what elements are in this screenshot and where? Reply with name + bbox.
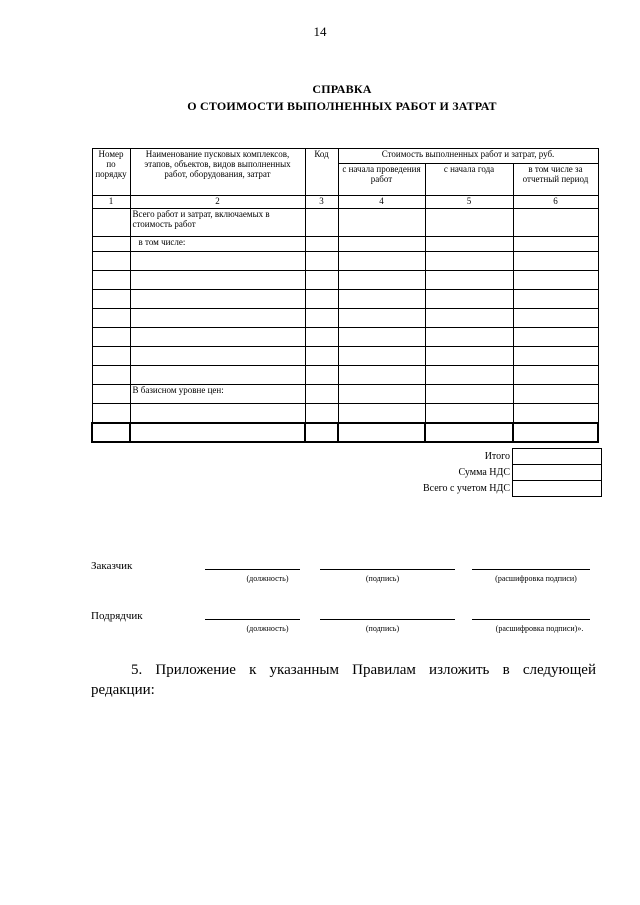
contractor-decoding-line xyxy=(472,619,590,620)
contractor-signature-caption: (подпись) xyxy=(365,624,400,633)
row-label-base-prices: В базисном уровне цен: xyxy=(130,385,305,404)
row-label-total: Всего работ и затрат, включаемых в стоимость работ xyxy=(130,209,305,237)
document-subtitle: О СТОИМОСТИ ВЫПОЛНЕННЫХ РАБОТ И ЗАТРАТ xyxy=(187,99,497,113)
cost-table xyxy=(91,148,599,443)
column-number: 3 xyxy=(305,196,338,209)
header-cost-start: с начала проведения работ xyxy=(338,164,425,196)
table-row xyxy=(92,309,598,328)
column-number: 1 xyxy=(92,196,130,209)
totals-vat-box xyxy=(513,465,602,481)
amendment-paragraph xyxy=(91,660,596,700)
customer-decoding-caption: (расшифровка подписи) xyxy=(495,574,577,583)
contractor-signature-line xyxy=(320,619,455,620)
column-number: 6 xyxy=(513,196,598,209)
header-name: Наименование пусковых комплексов, этапов, объектов, видов выполненных работ, оборудования, затрат xyxy=(130,149,305,196)
column-number: 4 xyxy=(338,196,425,209)
totals-with-vat-label: Всего с учетом НДС xyxy=(422,483,510,494)
customer-position-caption: (должность) xyxy=(246,574,289,583)
column-number: 5 xyxy=(425,196,513,209)
totals-vat-label: Сумма НДС xyxy=(458,467,510,478)
header-cost-period: в том числе за отчетный период xyxy=(513,164,598,196)
table-row xyxy=(92,237,598,252)
totals-itogo-box xyxy=(513,449,602,465)
table-row xyxy=(92,385,598,404)
column-number: 2 xyxy=(130,196,305,209)
table-row xyxy=(92,404,598,423)
customer-label: Заказчик xyxy=(91,560,133,572)
header-cost-group: Стоимость выполненных работ и затрат, руб. xyxy=(338,149,598,164)
contractor-position-caption: (должность) xyxy=(246,624,289,633)
totals-itogo-label: Итого xyxy=(484,451,510,462)
header-code: Код xyxy=(305,149,338,196)
customer-signature-line xyxy=(320,569,455,570)
totals-with-vat-box xyxy=(513,481,602,497)
document-title: СПРАВКА xyxy=(312,82,372,96)
column-numbers-row xyxy=(92,196,598,209)
table-row xyxy=(92,328,598,347)
contractor-position-line xyxy=(205,619,300,620)
row-label-including: в том числе: xyxy=(130,237,305,252)
contractor-label: Подрядчик xyxy=(91,610,143,622)
table-row xyxy=(92,271,598,290)
table-row xyxy=(92,209,598,237)
customer-position-line xyxy=(205,569,300,570)
paragraph-line-1: 5. Приложение к указанным Правилам изложить в следующей xyxy=(131,662,596,678)
totals-block xyxy=(340,448,602,497)
table-row xyxy=(92,347,598,366)
table-row xyxy=(92,290,598,309)
customer-signature-caption: (подпись) xyxy=(365,574,400,583)
table-row xyxy=(92,366,598,385)
paragraph-line-2: редакции: xyxy=(91,682,155,698)
contractor-decoding-caption: (расшифровка подписи)». xyxy=(495,624,584,633)
customer-decoding-line xyxy=(472,569,590,570)
header-number: Номер по порядку xyxy=(92,149,130,196)
table-row xyxy=(92,252,598,271)
table-row xyxy=(92,423,598,442)
header-cost-year: с начала года xyxy=(425,164,513,196)
page-number: 14 xyxy=(313,24,327,39)
